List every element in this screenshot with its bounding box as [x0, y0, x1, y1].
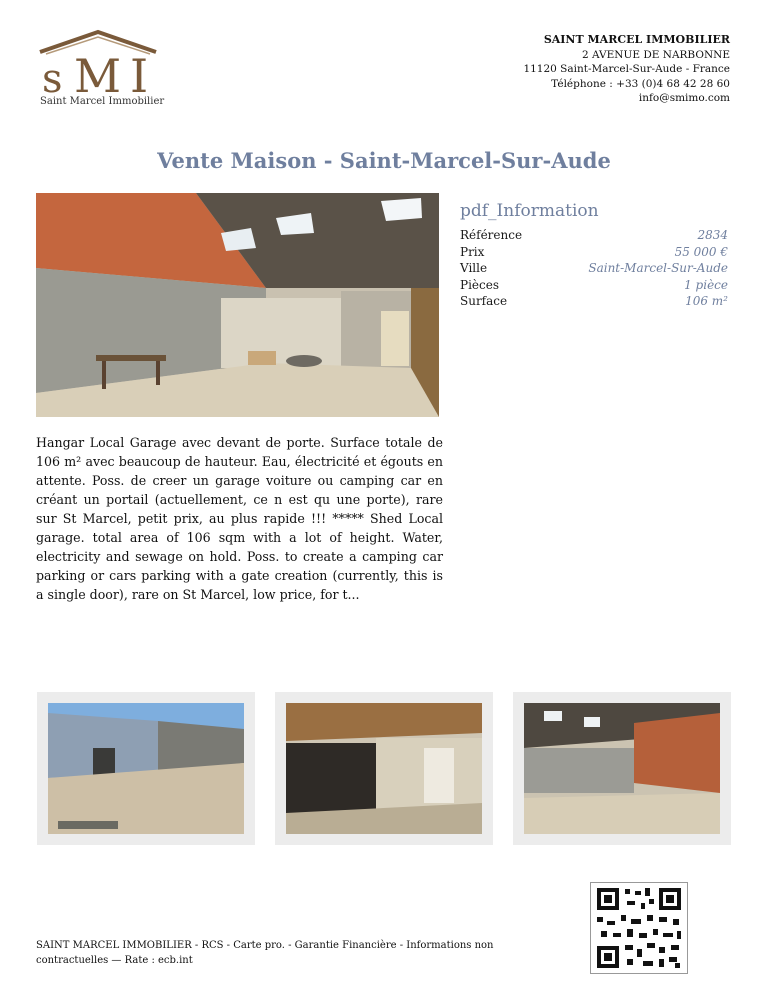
thumbnail-photo-exterior[interactable] — [48, 703, 244, 834]
page-title: Vente Maison - Saint-Marcel-Sur-Aude — [157, 148, 611, 173]
agency-name: SAINT MARCEL IMMOBILIER — [543, 33, 730, 46]
thumbnail-frame — [37, 692, 255, 845]
info-label: Surface — [460, 294, 508, 308]
thumbnail-photo-interior-door[interactable] — [286, 703, 482, 834]
info-value: 106 m² — [685, 294, 728, 308]
info-row-city — [460, 261, 728, 278]
logo-letter-s: s — [42, 56, 63, 98]
property-description: Hangar Local Garage avec devant de porte. Surface totale de 106 m² avec beaucoup de hauteur. Eau, électricité et égouts en attente. Poss. de creer un garage voiture ou camping car en créant un portail (actuellement, ce n est qu une porte), rare sur St Marcel, petit prix, au plus rapide !!! ***** Shed Local garage. total area of 106 sqm with a lot of height. Water, electricity and sewage on hold. Poss. to create a camping car parking or cars parking with a gate creation (currently, this is a single door), rare on St Marcel, low price, for t... — [36, 435, 443, 602]
agency-logo — [34, 28, 165, 112]
thumbnail-photo-warehouse[interactable] — [524, 703, 720, 834]
info-row-rooms — [460, 278, 728, 295]
info-value: 1 pièce — [684, 277, 728, 292]
info-value: 55 000 € — [674, 244, 728, 259]
logo-letter-i: I — [130, 49, 149, 98]
main-photo[interactable] — [36, 193, 439, 417]
thumbnail-frame — [513, 692, 731, 845]
info-label: Ville — [460, 261, 488, 275]
agency-city: 11120 Saint-Marcel-Sur-Aude - France — [523, 63, 730, 75]
info-value: 2834 — [697, 228, 728, 242]
info-label: Prix — [460, 244, 485, 259]
agency-phone: Téléphone : +33 (0)4 68 42 28 60 — [551, 77, 730, 90]
info-row-price — [460, 245, 728, 262]
footer-legal: SAINT MARCEL IMMOBILIER - RCS - Carte pro. - Garantie Financière - Informations non contractuelles — Rate : ecb.int — [36, 940, 494, 966]
info-row-reference — [460, 228, 728, 245]
info-table — [460, 228, 728, 311]
info-label: Pièces — [460, 277, 499, 292]
info-value: Saint-Marcel-Sur-Aude — [588, 261, 728, 275]
qr-code[interactable] — [590, 882, 688, 974]
info-label: Référence — [460, 228, 523, 242]
logo-letter-m: M — [74, 49, 122, 98]
agency-address: 2 AVENUE DE NARBONNE — [581, 48, 730, 61]
info-row-surface — [460, 294, 728, 311]
info-heading: pdf_Information — [460, 201, 599, 221]
agency-email[interactable]: info@smimo.com — [638, 92, 730, 104]
logo-house-roof-icon — [34, 28, 162, 98]
thumbnail-frame — [275, 692, 493, 845]
logo-caption: Saint Marcel Immobilier — [40, 96, 165, 107]
qr-code-icon — [591, 883, 687, 973]
agency-contact — [523, 33, 730, 106]
